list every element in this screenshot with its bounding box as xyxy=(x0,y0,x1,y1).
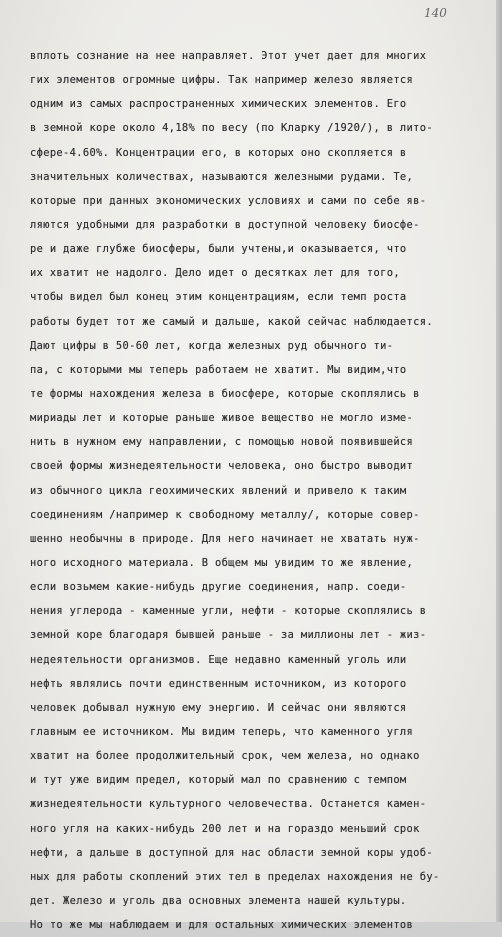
text-line: мириады лет и которые раньше живое вещество не могло изме- xyxy=(30,412,414,425)
text-line: ного исходного материала. В общем мы увидим то же явление, xyxy=(30,556,414,569)
text-line: нить в нужном ему направлении, с помощью новой появившейся xyxy=(30,436,414,449)
text-line: нения углерода - каменные угли, нефти - которые скоплялись в xyxy=(30,605,427,618)
text-line: шенно необычны в природе. Для него начинает не хватать нуж- xyxy=(30,532,420,545)
text-line: в земной коре около 4,18% по весу (по Кларку /1920/), в лито- xyxy=(30,122,433,135)
text-line: чтобы видел был конец этим концентрациям, если темп роста xyxy=(30,291,407,304)
text-line: нефть являлись почти единственным источником, из которого xyxy=(30,677,407,690)
text-line: па, с которыми мы теперь работаем не хватит. Мы видим,что xyxy=(30,363,407,376)
text-line: ре и даже глубже биосферы, были учтены,и оказывается, что xyxy=(30,243,407,256)
text-line: работы будет тот же самый и дальше, какой сейчас наблюдается. xyxy=(30,315,433,328)
text-line: сфере-4.60%. Концентрации его, в которых оно скопляется в xyxy=(30,146,407,159)
text-line: дет. Железо и уголь два основных элемента нашей культуры. xyxy=(30,894,407,907)
text-line: нефти, а дальше в доступной для нас области земной коры удоб- xyxy=(30,846,433,859)
text-line: своей формы жизнедеятельности человека, оно быстро выводит xyxy=(30,460,414,473)
text-line: ных для работы скоплений этих тел в пределах нахождения не бу- xyxy=(30,870,440,883)
text-line: ляются удобными для разработки в доступной человеку биосфе- xyxy=(30,218,420,231)
text-line: значительных количествах, называются железными рудами. Те, xyxy=(30,170,414,183)
text-line: вплоть сознание на нее направляет. Этот учет дает для многих xyxy=(30,50,427,62)
text-line: те формы нахождения железа в биосфере, которые скоплялись в xyxy=(30,387,420,400)
text-line: из обычного цикла геохимических явлений и привело к таким xyxy=(30,484,407,497)
text-line: их хватит не надолго. Дело идет о десятках лет для того, xyxy=(30,267,400,280)
text-line: одним из самых распространенных химических элементов. Его xyxy=(30,98,407,111)
text-line: хватит на более продолжительный срок, чем железа, но однако xyxy=(30,750,420,763)
text-line: недеятельности организмов. Еще недавно каменный уголь или xyxy=(30,653,407,666)
page-edge xyxy=(496,0,502,922)
text-line: жизнедеятельности культурного человечества. Останется камен- xyxy=(30,798,427,811)
text-line: и тут уже видим предел, который мал по сравнению с темпом xyxy=(30,774,407,787)
text-line: человек добывал нужную ему энергию. И сейчас они являются xyxy=(30,701,407,714)
text-line: ного угля на каких-нибудь 200 лет и на гораздо меньший срок xyxy=(30,822,420,835)
text-line: Дают цифры в 50-60 лет, когда железных руд обычного ти- xyxy=(30,339,394,352)
text-line: соединениям /например к свободному металлу/, которые совер- xyxy=(30,508,420,521)
document-body xyxy=(30,44,490,937)
text-line: земной коре благодаря бывшей раньше - за миллионы лет - жиз- xyxy=(30,629,427,642)
text-line: которые при данных экономических условиях и сами по себе яв- xyxy=(30,194,427,207)
text-line: гих элементов огромные цифры. Так например железо является xyxy=(30,74,414,87)
text-line: если возьмем какие-нибудь другие соединения, напр. соеди- xyxy=(30,581,407,594)
text-line: Но то же мы наблюдаем и для остальных химических элементов xyxy=(30,919,414,932)
text-line: главным ее источником. Мы видим теперь, что каменного угля xyxy=(30,725,414,738)
page-number: 140 xyxy=(424,6,447,20)
